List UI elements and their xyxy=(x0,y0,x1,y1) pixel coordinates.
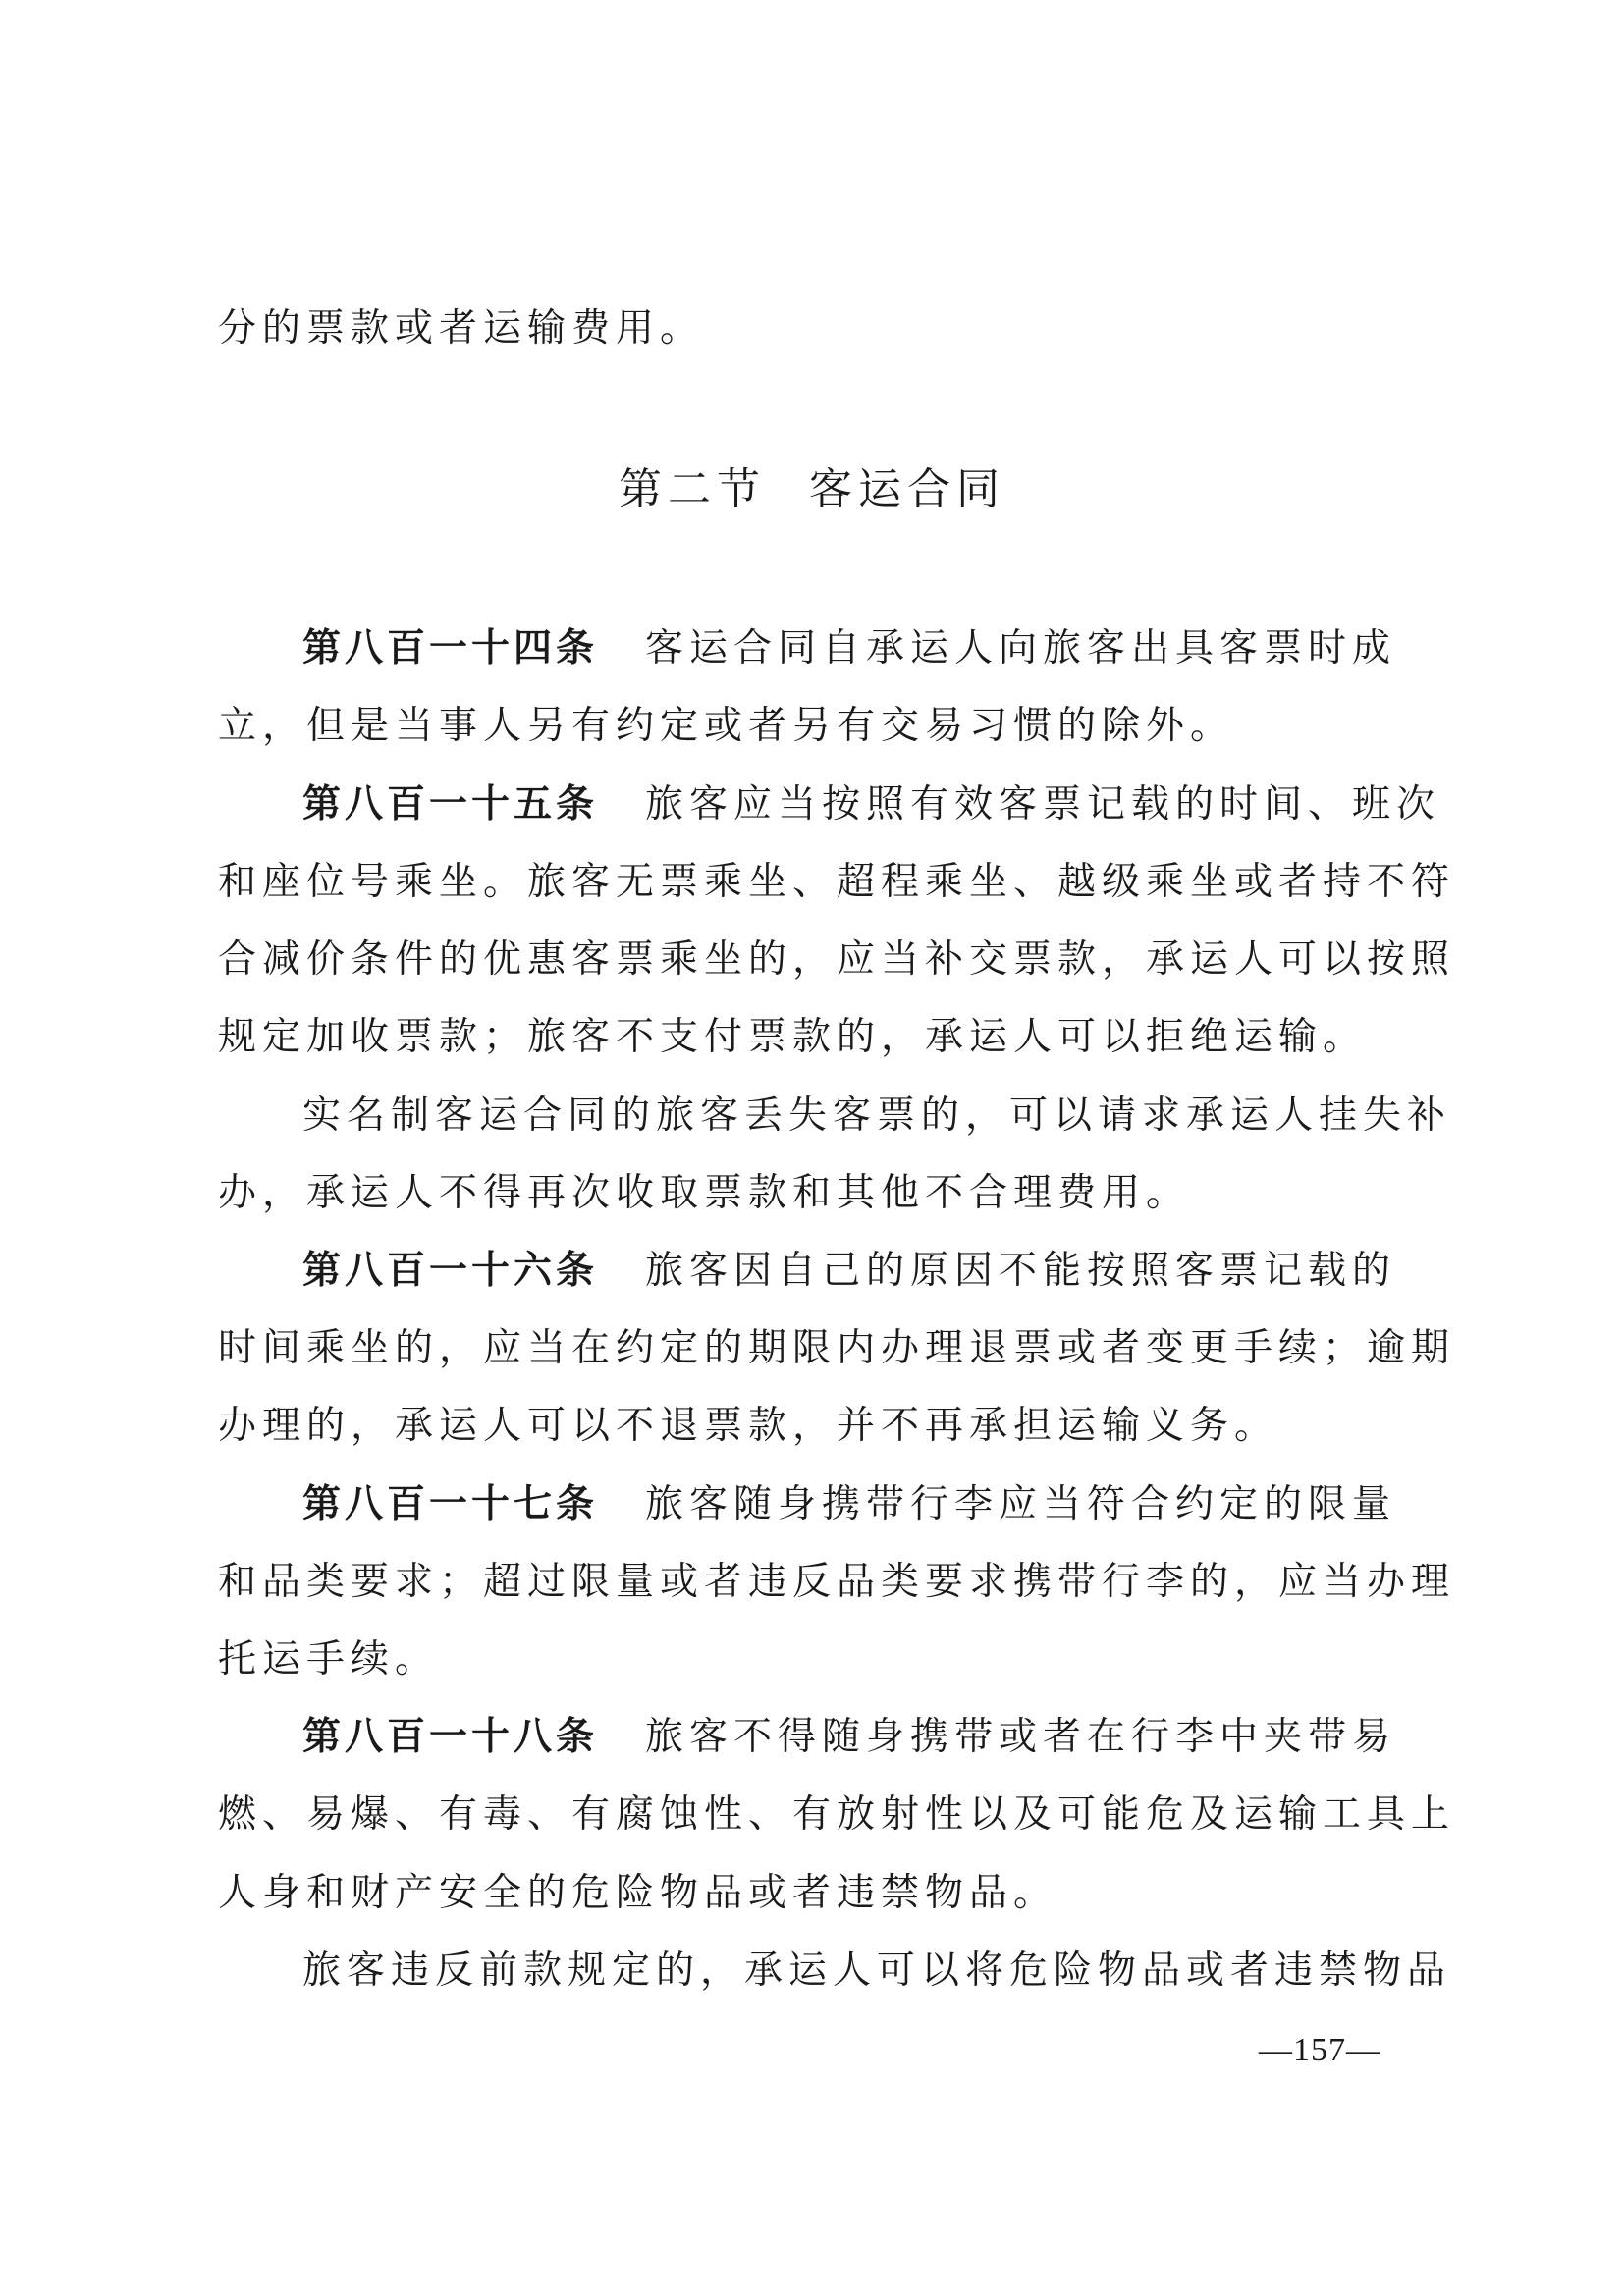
article-817-line-2: 和品类要求；超过限量或者违反品类要求携带行李的，应当办理 xyxy=(218,1560,1456,1604)
article-817-line-1: 第八百一十七条 旅客随身携带行李应当符合约定的限量 xyxy=(302,1482,1397,1526)
article-815-line-4: 规定加收票款；旅客不支付票款的，承运人可以拒绝运输。 xyxy=(218,1015,1368,1059)
continuation-line: 分的票款或者运输费用。 xyxy=(218,306,705,350)
article-814-line-1: 第八百一十四条 客运合同自承运人向旅客出具客票时成 xyxy=(302,626,1397,670)
section-heading xyxy=(0,454,1624,516)
page-number: —157— xyxy=(1259,2032,1380,2068)
section-title: 客运合同 xyxy=(809,464,1005,514)
article-814-line-2: 立，但是当事人另有约定或者另有交易习惯的除外。 xyxy=(218,704,1235,748)
article-816-line-1: 第八百一十六条 旅客因自己的原因不能按照客票记载的 xyxy=(302,1249,1397,1293)
article-817-number: 第八百一十七条 xyxy=(302,1482,599,1526)
article-815-line-2: 和座位号乘坐。旅客无票乘坐、超程乘坐、越级乘坐或者持不符 xyxy=(218,860,1456,904)
article-815-para2-line-2: 办，承运人不得再次收取票款和其他不合理费用。 xyxy=(218,1171,1191,1215)
article-815-line-3: 合减价条件的优惠客票乘坐的，应当补交票款，承运人可以按照 xyxy=(218,937,1456,982)
article-818-line-1: 第八百一十八条 旅客不得随身携带或者在行李中夹带易 xyxy=(302,1715,1397,1759)
article-818-line-2: 燃、易爆、有毒、有腐蚀性、有放射性以及可能危及运输工具上 xyxy=(218,1792,1456,1837)
article-815-number: 第八百一十五条 xyxy=(302,782,599,827)
article-815-line-1: 第八百一十五条 旅客应当按照有效客票记载的时间、班次 xyxy=(302,782,1441,827)
section-number: 第二节 xyxy=(619,464,766,514)
article-816-line-3: 办理的，承运人可以不退票款，并不再承担运输义务。 xyxy=(218,1404,1279,1448)
article-817-line-3: 托运手续。 xyxy=(218,1637,440,1682)
article-816-line-2: 时间乘坐的，应当在约定的期限内办理退票或者变更手续；逾期 xyxy=(218,1326,1456,1370)
article-816-number: 第八百一十六条 xyxy=(302,1249,599,1293)
article-818-number: 第八百一十八条 xyxy=(302,1715,599,1759)
article-818-para2-line-1: 旅客违反前款规定的，承运人可以将危险物品或者违禁物品 xyxy=(302,1949,1452,1993)
article-815-para2-line-1: 实名制客运合同的旅客丢失客票的，可以请求承运人挂失补 xyxy=(302,1094,1452,1138)
article-814-number: 第八百一十四条 xyxy=(302,626,599,670)
article-818-line-3: 人身和财产安全的危险物品或者违禁物品。 xyxy=(218,1871,1058,1915)
